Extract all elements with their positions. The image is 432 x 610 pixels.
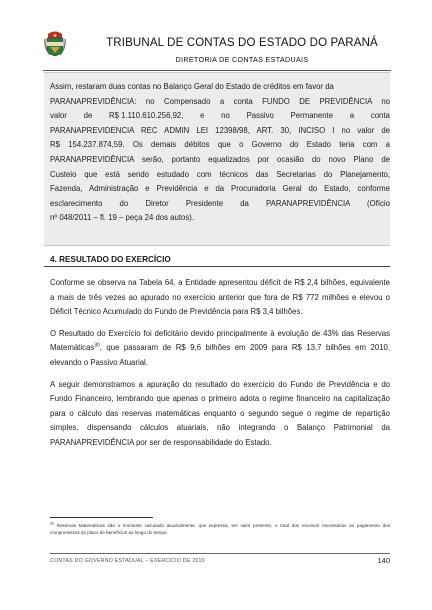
paragraph-2-start: O Resultado do Exercício foi deficitário devido principalmente à evolução de 43% das Reservas Matemáticas [50, 328, 390, 353]
quote-word: Permanente [290, 111, 334, 121]
quote-word: Passivo [246, 111, 274, 121]
paragraph-1: Conforme se observa na Tabela 64, a Entidade apresentou déficit de R$ 2,4 bilhões, equivalente a mais de três vezes ao apurado no exercício anterior que fora de R$ 772 milhões e elevou o Déficit Técnico Acumulado do Fundo de Previdência para R$ 3,4 bilhões. [50, 278, 390, 317]
section-heading [50, 255, 390, 264]
quote-word: de [83, 111, 93, 121]
quoted-paragraph [50, 80, 390, 226]
paragraph-2-end: , que passaram de R$ 9,6 bilhões em 2009 para R$ 13,7 bilhões em 2010, elevando o Passivo Atuarial. [50, 343, 390, 367]
body-text [50, 276, 390, 458]
quote-line: nº 048/2011 – fl. 19 – peça 24 dos autos). [50, 213, 195, 223]
section-title: RESULTADO DO EXERCÍCIO [59, 255, 171, 264]
parana-coat-of-arms-icon [44, 30, 66, 57]
quote-word: no [221, 111, 230, 121]
quote-word: a [349, 111, 355, 121]
quote-line [50, 109, 390, 124]
section-divider [44, 266, 390, 267]
quote-word: conta [370, 111, 390, 121]
quote-line: R$ 154.237.874,59. Os demais débitos que o Governo do Estado teria com a [50, 140, 390, 150]
footnote [50, 522, 390, 536]
footnote-text: Reservas Matemáticas são o montante calculado atuarialmente, que expressa, em valor presente, o total dos recursos necessários ao pagamento dos compromissos do plano de benefícios ao longo do tempo. [50, 523, 391, 535]
footer-label: CONTAS DO GOVERNO ESTADUAL – EXERCÍCIO DE 2010 [50, 558, 205, 564]
quote-line: Assim, restaram duas contas no Balanço Geral do Estado de créditos em favor da [50, 82, 334, 91]
quote-line: esclarecimento do Diretor Presidente da PARANAPREVIDÊNCIA (Ofício [50, 198, 390, 208]
quote-word: valor [50, 111, 67, 121]
quote-word: e [200, 111, 205, 121]
quote-line: PARANAPREVIDÊNCIA serão, portanto equalizados por ocasião do novo Plano de [50, 154, 390, 164]
quote-line: Fazenda, Administração e Previdência e da Procuradoria Geral do Estado, conforme [50, 184, 390, 194]
page-number: 140 [377, 556, 390, 565]
quote-word: R$ 1.110.610.256,92, [109, 111, 184, 121]
footnote-divider [50, 517, 153, 518]
header-title: TRIBUNAL DE CONTAS DO ESTADO DO PARANÁ [106, 37, 378, 49]
header-divider [43, 70, 391, 71]
quote-line: PARANAPREVIDENCIA REC ADMIN LEI 12398/98, ART. 30, INCISO I no valor de [50, 125, 390, 135]
quote-line: PARANAPREVIDÊNCIA: no Compensado a conta FUNDO DE PREVIDÊNCIA no [50, 96, 390, 106]
quote-line: Custeio que está sendo estudado com técnicos das Secretarias do Planejamento, [50, 169, 390, 179]
paragraph-3: A seguir demonstramos a apuração do resultado do exercício do Fundo de Previdência e do Fundo Financeiro, lembrando que apenas o primeiro adota o regime financeiro na capitalização para o cálculo das reservas matemáticas enquanto o segundo segue o regime de repartição simples, dispensando cálculos atuariais, não integrando o Balanço Patrimonial da PARANAPREVIDÊNCIA por ser de responsabilidade do Estado. [50, 379, 390, 447]
paragraph-2 [50, 327, 390, 371]
footnote-ref[interactable]: 30 [94, 342, 100, 349]
footnote-number: 30 [50, 521, 54, 526]
footer-divider [50, 553, 390, 554]
section-number: 4. [50, 255, 57, 264]
header-subtitle: DIRETORIA DE CONTAS ESTADUAIS [175, 55, 309, 64]
